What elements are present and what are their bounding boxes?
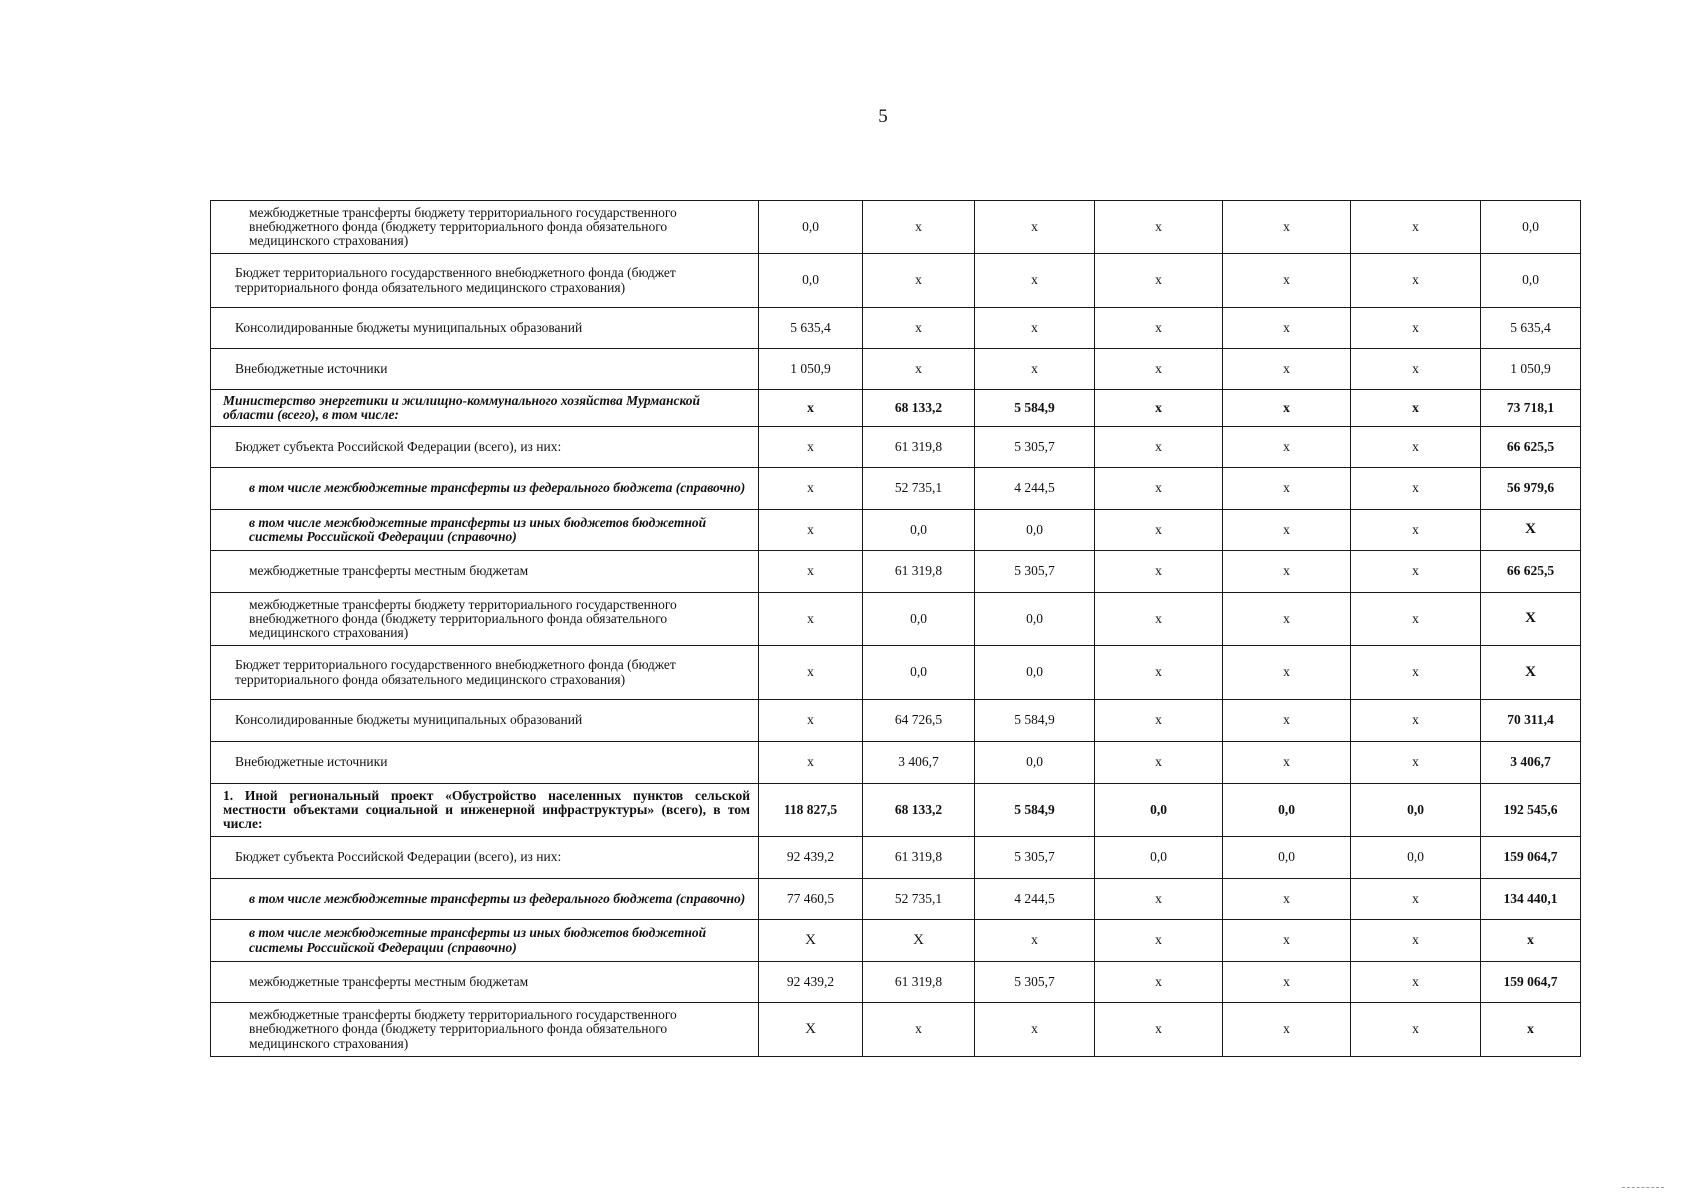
row-label: Внебюджетные источники (211, 349, 759, 390)
row-value: х (1223, 700, 1351, 742)
row-value: х (1095, 510, 1223, 551)
table-row (211, 551, 1581, 593)
row-value: х (1351, 390, 1481, 427)
row-value: х (1223, 742, 1351, 784)
row-value: х (1095, 879, 1223, 920)
row-value: х (1095, 962, 1223, 1003)
scan-mark (1622, 1187, 1664, 1188)
row-value: х (1223, 646, 1351, 700)
row-value: х (975, 349, 1095, 390)
table-row (211, 920, 1581, 962)
row-value: х (1095, 1003, 1223, 1057)
row-value: 68 133,2 (863, 390, 975, 427)
row-label: межбюджетные трансферты местным бюджетам (211, 962, 759, 1003)
row-value: Х (863, 920, 975, 962)
row-value: х (863, 1003, 975, 1057)
row-value: х (863, 308, 975, 349)
row-value: 159 064,7 (1481, 837, 1581, 879)
row-label: межбюджетные трансферты бюджету территориального государственного внебюджетного фонда (бюджету территориального фонда обязательного медицинского страхования) (211, 201, 759, 254)
row-value: 5 305,7 (975, 837, 1095, 879)
row-value: х (759, 510, 863, 551)
row-label: межбюджетные трансферты бюджету территориального государственного внебюджетного фонда (бюджету территориального фонда обязательного медицинского страхования) (211, 1003, 759, 1057)
row-value: 5 305,7 (975, 962, 1095, 1003)
row-value: 68 133,2 (863, 784, 975, 837)
row-value: 0,0 (975, 646, 1095, 700)
row-value: х (1351, 510, 1481, 551)
row-value: х (1095, 201, 1223, 254)
row-value: х (1095, 551, 1223, 593)
row-value: 92 439,2 (759, 837, 863, 879)
row-value: х (1223, 308, 1351, 349)
row-label: в том числе межбюджетные трансферты из федерального бюджета (справочно) (211, 468, 759, 510)
row-value: х (1223, 593, 1351, 646)
table-row (211, 349, 1581, 390)
row-value: 0,0 (1095, 784, 1223, 837)
row-value: 61 319,8 (863, 837, 975, 879)
row-value: х (759, 593, 863, 646)
row-value: 118 827,5 (759, 784, 863, 837)
row-value: х (1481, 920, 1581, 962)
row-value: 5 584,9 (975, 700, 1095, 742)
row-value: х (1351, 551, 1481, 593)
row-value: х (1223, 1003, 1351, 1057)
row-value: 3 406,7 (1481, 742, 1581, 784)
row-value: х (1095, 254, 1223, 308)
row-value: 61 319,8 (863, 427, 975, 468)
table-row (211, 201, 1581, 254)
row-value: Х (1481, 646, 1581, 700)
row-value: х (863, 254, 975, 308)
table-row (211, 742, 1581, 784)
row-value: 0,0 (1223, 784, 1351, 837)
table-row (211, 308, 1581, 349)
row-value: х (759, 468, 863, 510)
row-label: Бюджет территориального государственного внебюджетного фонда (бюджет территориального фонда обязательного медицинского страхования) (211, 646, 759, 700)
row-value: х (1351, 308, 1481, 349)
row-value: х (1351, 468, 1481, 510)
row-value: х (1351, 201, 1481, 254)
row-value: 3 406,7 (863, 742, 975, 784)
row-value: х (1351, 593, 1481, 646)
row-value: х (1351, 879, 1481, 920)
row-value: 5 635,4 (759, 308, 863, 349)
row-label: Консолидированные бюджеты муниципальных образований (211, 700, 759, 742)
row-value: 70 311,4 (1481, 700, 1581, 742)
row-value: х (1351, 427, 1481, 468)
row-value: х (975, 201, 1095, 254)
row-value: 134 440,1 (1481, 879, 1581, 920)
table-row (211, 700, 1581, 742)
row-value: х (1095, 920, 1223, 962)
table-row (211, 390, 1581, 427)
row-label: Бюджет субъекта Российской Федерации (всего), из них: (211, 427, 759, 468)
row-value: х (1351, 962, 1481, 1003)
row-value: х (1223, 551, 1351, 593)
row-value: х (1223, 254, 1351, 308)
row-value: х (1223, 962, 1351, 1003)
row-value: х (1095, 427, 1223, 468)
row-value: 66 625,5 (1481, 427, 1581, 468)
row-value: х (759, 427, 863, 468)
row-value: 0,0 (1481, 254, 1581, 308)
row-value: 0,0 (863, 510, 975, 551)
row-value: х (1223, 920, 1351, 962)
row-value: 0,0 (975, 510, 1095, 551)
table-row (211, 837, 1581, 879)
row-value: х (1095, 700, 1223, 742)
row-value: х (1351, 920, 1481, 962)
row-value: 52 735,1 (863, 879, 975, 920)
row-value: 77 460,5 (759, 879, 863, 920)
row-value: х (1095, 349, 1223, 390)
row-value: 0,0 (1223, 837, 1351, 879)
row-value: х (1351, 742, 1481, 784)
page-number: 5 (878, 106, 888, 127)
table-row (211, 1003, 1581, 1057)
row-value: 5 584,9 (975, 390, 1095, 427)
row-value: 0,0 (975, 593, 1095, 646)
row-value: х (1095, 308, 1223, 349)
table-row (211, 427, 1581, 468)
row-value: 61 319,8 (863, 962, 975, 1003)
row-value: 159 064,7 (1481, 962, 1581, 1003)
row-value: х (1095, 390, 1223, 427)
row-value: 0,0 (1351, 784, 1481, 837)
row-value: 0,0 (1481, 201, 1581, 254)
row-value: 5 635,4 (1481, 308, 1581, 349)
row-value: 61 319,8 (863, 551, 975, 593)
row-value: х (1223, 201, 1351, 254)
row-value: х (1095, 593, 1223, 646)
row-value: 66 625,5 (1481, 551, 1581, 593)
row-value: Х (1481, 593, 1581, 646)
row-value: 1 050,9 (1481, 349, 1581, 390)
row-value: 52 735,1 (863, 468, 975, 510)
row-value: х (1351, 700, 1481, 742)
row-value: х (1223, 349, 1351, 390)
row-value: Х (759, 1003, 863, 1057)
row-label: Бюджет территориального государственного внебюджетного фонда (бюджет территориального фонда обязательного медицинского страхования) (211, 254, 759, 308)
row-value: х (1351, 254, 1481, 308)
row-value: х (975, 1003, 1095, 1057)
row-value: 4 244,5 (975, 468, 1095, 510)
row-label: Бюджет субъекта Российской Федерации (всего), из них: (211, 837, 759, 879)
row-value: х (1223, 510, 1351, 551)
row-value: 64 726,5 (863, 700, 975, 742)
row-value: 56 979,6 (1481, 468, 1581, 510)
row-value: 0,0 (863, 593, 975, 646)
row-value: х (975, 308, 1095, 349)
row-label: Консолидированные бюджеты муниципальных образований (211, 308, 759, 349)
row-value: 5 584,9 (975, 784, 1095, 837)
row-value: х (759, 390, 863, 427)
row-value: Х (759, 920, 863, 962)
row-value: х (975, 254, 1095, 308)
row-label: в том числе межбюджетные трансферты из иных бюджетов бюджетной системы Российской Федерации (справочно) (211, 510, 759, 551)
row-value: х (863, 349, 975, 390)
row-value: х (759, 646, 863, 700)
row-value: х (1223, 879, 1351, 920)
row-value: х (1351, 646, 1481, 700)
row-label: в том числе межбюджетные трансферты из федерального бюджета (справочно) (211, 879, 759, 920)
row-value: 0,0 (975, 742, 1095, 784)
row-value: 0,0 (759, 201, 863, 254)
row-value: 73 718,1 (1481, 390, 1581, 427)
table-row (211, 962, 1581, 1003)
row-value: х (863, 201, 975, 254)
row-value: х (759, 551, 863, 593)
table-row (211, 254, 1581, 308)
row-label: в том числе межбюджетные трансферты из иных бюджетов бюджетной системы Российской Федерации (справочно) (211, 920, 759, 962)
row-value: х (1351, 1003, 1481, 1057)
row-value: 0,0 (863, 646, 975, 700)
row-value: х (1223, 468, 1351, 510)
row-value: х (975, 920, 1095, 962)
table-row (211, 593, 1581, 646)
row-label: межбюджетные трансферты бюджету территориального государственного внебюджетного фонда (бюджету территориального фонда обязательного медицинского страхования) (211, 593, 759, 646)
row-label: Министерство энергетики и жилищно-коммунального хозяйства Мурманской области (всего), в том числе: (211, 390, 759, 427)
row-label: межбюджетные трансферты местным бюджетам (211, 551, 759, 593)
row-label: Внебюджетные источники (211, 742, 759, 784)
table-row (211, 784, 1581, 837)
row-value: 0,0 (759, 254, 863, 308)
table-row (211, 510, 1581, 551)
row-value: 4 244,5 (975, 879, 1095, 920)
row-value: х (1351, 349, 1481, 390)
row-value: Х (1481, 510, 1581, 551)
row-value: х (1223, 390, 1351, 427)
row-value: 5 305,7 (975, 551, 1095, 593)
row-value: 92 439,2 (759, 962, 863, 1003)
row-value: х (1095, 468, 1223, 510)
row-value: х (759, 742, 863, 784)
budget-table (210, 200, 1581, 1057)
row-value: 192 545,6 (1481, 784, 1581, 837)
table-row (211, 879, 1581, 920)
row-value: 1 050,9 (759, 349, 863, 390)
row-value: 5 305,7 (975, 427, 1095, 468)
row-value: х (1095, 742, 1223, 784)
row-value: х (759, 700, 863, 742)
row-value: 0,0 (1351, 837, 1481, 879)
row-value: х (1095, 646, 1223, 700)
table-row (211, 468, 1581, 510)
row-value: 0,0 (1095, 837, 1223, 879)
row-label: 1. Иной региональный проект «Обустройство населенных пунктов сельской местности объектами социальной и инженерной инфраструктуры» (всего), в том числе: (211, 784, 759, 837)
row-value: х (1481, 1003, 1581, 1057)
table-row (211, 646, 1581, 700)
row-value: х (1223, 427, 1351, 468)
